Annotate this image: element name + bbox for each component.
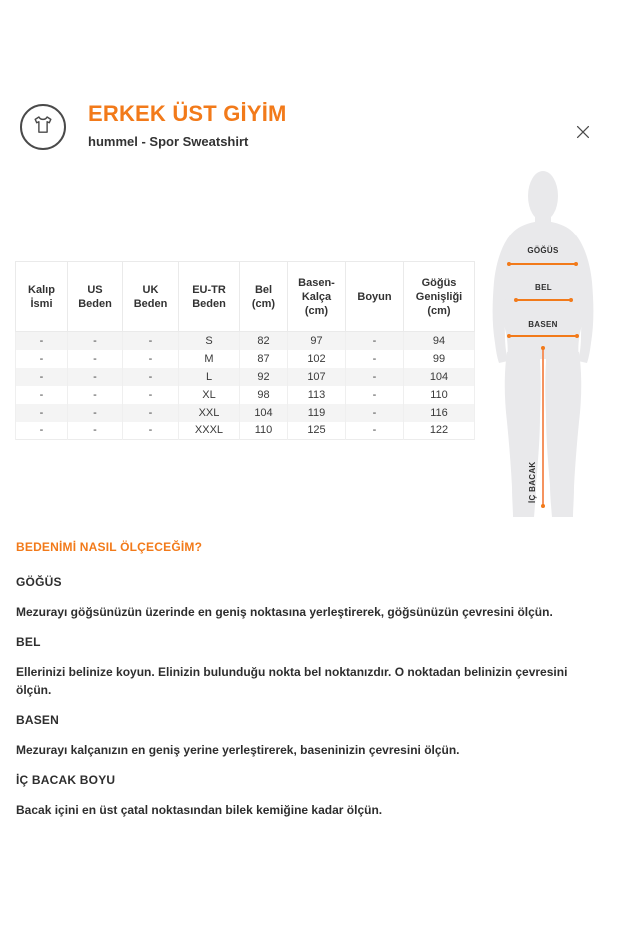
hip-measure-label: BASEN [528, 320, 558, 329]
guide-section-text: Mezurayı göğsünüzün üzerinde en geniş noktasına yerleştirerek, göğsünüzün çevresini ölçün. [16, 605, 553, 619]
table-row [16, 386, 475, 404]
size-table [15, 261, 475, 440]
chest-measure-label: GÖĞÜS [527, 246, 559, 255]
table-cell: 110 [240, 422, 288, 440]
guide-section-heading: İÇ BACAK BOYU [16, 773, 116, 787]
table-cell: 104 [240, 404, 288, 422]
table-cell: 119 [288, 404, 346, 422]
size-table-body [16, 332, 475, 440]
column-header: Göğüs Genişliği (cm) [404, 262, 475, 332]
column-header: EU-TR Beden [179, 262, 240, 332]
column-header: Basen- Kalça (cm) [288, 262, 346, 332]
inseam-measure-label: İÇ BACAK [528, 461, 537, 503]
table-cell: 116 [404, 404, 475, 422]
table-cell: 102 [288, 350, 346, 368]
table-cell: - [68, 332, 123, 350]
table-cell: - [123, 350, 179, 368]
category-icon-circle [20, 104, 66, 150]
table-row [16, 368, 475, 386]
inseam-measure-line [542, 347, 544, 507]
table-cell: - [68, 368, 123, 386]
table-cell: 110 [404, 386, 475, 404]
guide-section-text: Ellerinizi belinize koyun. Elinizin bulunduğu nokta bel noktanızdır. O noktadan belinizin çevresini ölçün. [16, 665, 568, 697]
table-cell: 104 [404, 368, 475, 386]
table-cell: - [68, 404, 123, 422]
table-cell: 97 [288, 332, 346, 350]
close-button[interactable] [572, 122, 594, 144]
table-cell: - [68, 350, 123, 368]
body-measurement-figure [478, 167, 618, 523]
table-cell: - [123, 368, 179, 386]
guide-section-text: Mezurayı kalçanızın en geniş yerine yerleştirerek, baseninizin çevresini ölçün. [16, 743, 460, 757]
page-title: ERKEK ÜST GİYİM [88, 101, 287, 126]
column-header: Bel (cm) [240, 262, 288, 332]
table-cell: - [346, 368, 404, 386]
table-cell: S [179, 332, 240, 350]
male-silhouette-icon [478, 167, 618, 523]
table-cell: - [16, 422, 68, 440]
table-cell: - [123, 332, 179, 350]
table-cell: L [179, 368, 240, 386]
table-cell: - [16, 386, 68, 404]
table-cell: 94 [404, 332, 475, 350]
table-cell: XXL [179, 404, 240, 422]
table-cell: - [346, 404, 404, 422]
table-cell: - [16, 404, 68, 422]
table-cell: - [346, 386, 404, 404]
waist-measure-label: BEL [535, 283, 552, 292]
table-cell: - [346, 332, 404, 350]
table-cell: 107 [288, 368, 346, 386]
table-row [16, 332, 475, 350]
guide-section-heading: BASEN [16, 713, 60, 727]
table-cell: 98 [240, 386, 288, 404]
product-subtitle: hummel - Spor Sweatshirt [88, 134, 249, 149]
table-cell: 113 [288, 386, 346, 404]
guide-section-text: Bacak içini en üst çatal noktasından bilek kemiğine kadar ölçün. [16, 803, 383, 817]
guide-sections [16, 575, 605, 819]
table-cell: 122 [404, 422, 475, 440]
table-cell: - [123, 404, 179, 422]
size-table-container [15, 261, 474, 440]
table-cell: - [123, 386, 179, 404]
table-row [16, 350, 475, 368]
table-cell: - [68, 422, 123, 440]
size-table-head-row [16, 262, 475, 332]
guide-section-heading: BEL [16, 635, 41, 649]
table-cell: XXXL [179, 422, 240, 440]
chest-measure-line [508, 263, 577, 265]
column-header: US Beden [68, 262, 123, 332]
table-cell: - [346, 350, 404, 368]
tshirt-icon [30, 112, 56, 143]
table-cell: M [179, 350, 240, 368]
measuring-guide [16, 540, 605, 833]
table-cell: XL [179, 386, 240, 404]
table-cell: - [16, 332, 68, 350]
column-header: UK Beden [123, 262, 179, 332]
column-header: Kalıp İsmi [16, 262, 68, 332]
guide-section-heading: GÖĞÜS [16, 575, 62, 589]
table-cell: 82 [240, 332, 288, 350]
table-cell: - [68, 386, 123, 404]
table-row [16, 422, 475, 440]
table-cell: - [123, 422, 179, 440]
table-cell: 99 [404, 350, 475, 368]
table-row [16, 404, 475, 422]
column-header: Boyun [346, 262, 404, 332]
table-cell: 87 [240, 350, 288, 368]
waist-measure-line [515, 299, 572, 301]
guide-title: BEDENİMİ NASIL ÖLÇECEĞİM? [16, 540, 203, 554]
table-cell: 125 [288, 422, 346, 440]
table-cell: - [16, 350, 68, 368]
table-cell: - [346, 422, 404, 440]
table-cell: 92 [240, 368, 288, 386]
hip-measure-line [508, 335, 578, 337]
close-icon [574, 123, 592, 144]
table-cell: - [16, 368, 68, 386]
